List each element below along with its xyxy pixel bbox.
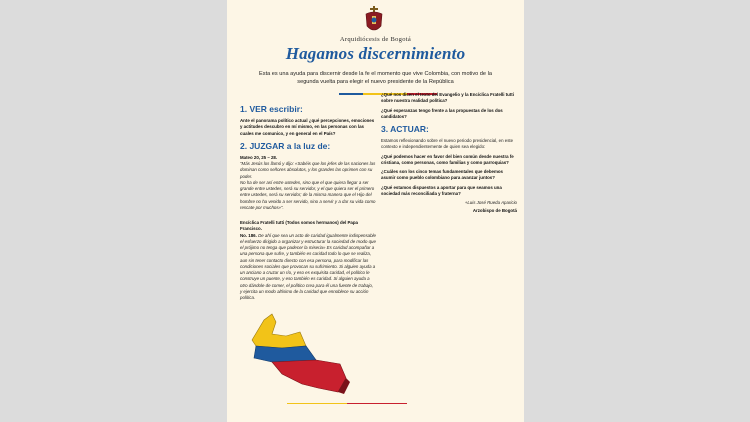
actuar-question-2: ¿Cuáles son los cinco temas fundamentales que debemos asumir como pueblo colombiano para avanzar juntos? (381, 169, 503, 181)
signature-role: Arzobispo de Bogotá (472, 208, 517, 214)
right-column (381, 92, 517, 215)
colombia-flag-map-icon (242, 312, 360, 394)
footer-stripe-yellow (287, 403, 347, 404)
archdiocese-name: Arquidiócesis de Bogotá (339, 36, 412, 43)
pastoral-document (227, 0, 524, 422)
juzgar-question-b: ¿Qué esperanzas tengo frente a las propuestas de los dos candidatos? (381, 107, 503, 119)
juzgar-question-a: ¿Qué nos dicen el texto del Evangelio y la Encíclica Fratelli tutti sobre nuestra realidad política? (381, 92, 514, 104)
actuar-intro: Estamos reflexionando sobre el nuevo periodo presidencial, en este contexto e independientemente de quien sea elegido: (381, 138, 514, 150)
actuar-question-1: ¿Qué podemos hacer en favor del bien común desde nuestra fe cristiana, como personas, como familias y como parroquias? (381, 153, 514, 165)
encyclical-title: Encíclica Fratelli tutti (Todos somos hermanos) del Papa Francisco. (240, 220, 359, 232)
section-juzgar-heading: 2. JUZGAR a la luz de: (240, 140, 331, 151)
encyclical-text: De ahí que sea un acto de caridad igualmente indispensable el esfuerzo dirigido a organizar y estructurar la sociedad de modo que el prójimo no tenga que padecer la miseria» Es caridad acompañar a una persona que sufre, y también es caridad todo lo que se realiza, aun sin tener contacto directo con esa persona, para modificar las condiciones sociales que provocan su sufrimiento. Si alguien ayuda a un anciano a cruzar un río, y eso es exquisita caridad, el político le construye un puente, y eso también es caridad. Si alguien ayuda a otro dándole de comer, el político crea para él una fuente de trabajo, y ejercita un modo altísimo de la caridad que ennoblece su acción política. (240, 232, 376, 301)
actuar-question-3: ¿Qué estamos dispuestos a aportar para que seamos una sociedad más reconciliada y fraterna? (381, 184, 502, 196)
section-ver-heading: 1. VER escribir: (240, 104, 303, 114)
document-title: Hagamos discernimiento (285, 44, 466, 63)
archdiocese-seal-icon (363, 6, 385, 36)
gospel-quote-1: "Más Jesús los llamó y dijo: «Sabéis que los jefes de las naciones las dominan como señores absolutos, y los grandes las oprimen con su poder. (240, 161, 376, 179)
signature-name: +Luis José Rueda Aparicio (464, 200, 517, 206)
gospel-quote-2: No ha de ser así entre ustedes, sino que el que quiera llegar a ser grande entre ustedes, será su servidor, y el que quiera ser el primero entre ustedes, será su servidor; de la misma manera que el Hijo del hombre no ha venido a ser servido, sino a servir y a dar su vida como rescate por muchos»". (240, 179, 376, 210)
encyclical-number: No. 186. (240, 232, 257, 238)
footer-stripe-red (347, 403, 407, 404)
rule-blue (339, 93, 363, 95)
section-actuar-heading: 3. ACTUAR: (381, 124, 429, 134)
ver-question: Ante el panorama político actual ¿qué percepciones, emociones y actitudes descubro en mí mismo, en las personas con las cuales me comunico, y en general en el País? (240, 118, 375, 136)
document-subtitle: Esta es una ayuda para discernir desde la fe el momento que vive Colombia, con motivo de la segunda vuelta para elegir el nuevo presidente de la República (259, 71, 492, 86)
left-column (240, 100, 376, 301)
gospel-reference: Mateo 20, 25 – 28. (240, 154, 278, 160)
